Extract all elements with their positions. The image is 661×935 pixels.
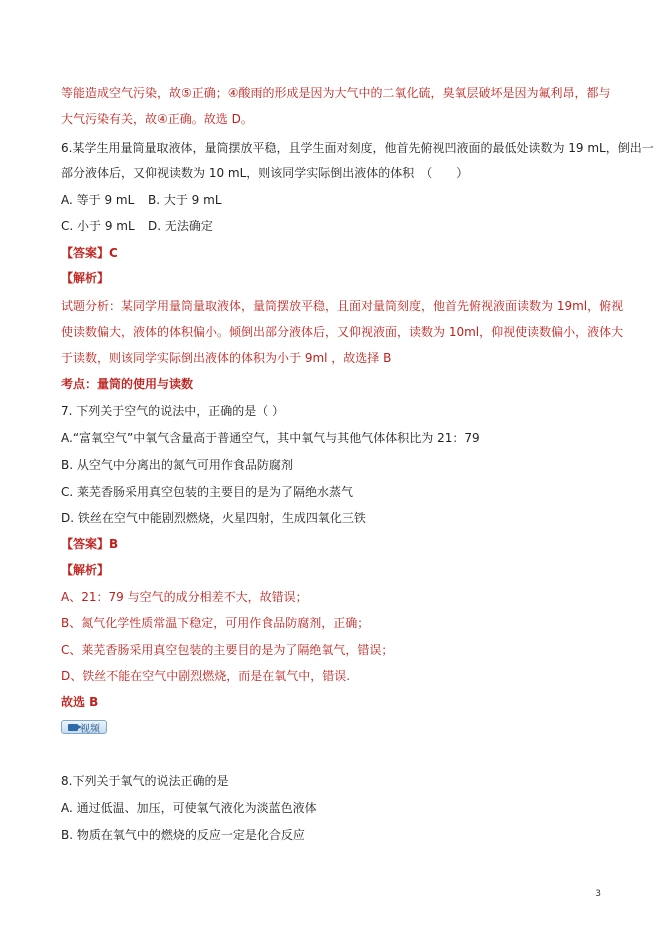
q6-analysis-line2: 使读数偏大，液体的体积偏小。倾倒出部分液体后，又仰视液面，读数为 10ml，仰视使读数偏小，液体大 — [61, 325, 624, 339]
q6-stem-line1: 6.某学生用量筒量取液体，量筒摆放平稳，且学生面对刻度，他首先俯视凹液面的最低处读数为 19 mL，倒出一 — [61, 141, 654, 155]
q7-analysis-b: B、氮气化学性质常温下稳定，可用作食品防腐剂，正确； — [61, 616, 370, 630]
q6-stem-line2: 部分液体后，又仰视读数为 10 mL，则该同学实际倒出液体的体积 （ ） — [61, 166, 469, 180]
q6-analysis-line3: 于读数，则该同学实际倒出液体的体积为小于 9ml ，故选择 B — [61, 351, 392, 365]
q6-analysis-heading: 【解析】 — [61, 271, 110, 285]
q7-option-a: A.“富氧空气”中氧气含量高于普通空气，其中氧气与其他气体体积比为 21：79 — [61, 431, 480, 445]
q7-answer: 【答案】B — [61, 537, 119, 551]
q5-analysis-line1: 等能造成空气污染，故⑤正确；④酸雨的形成是因为大气中的二氧化硫，臭氧层破坏是因为氟利昂，都与 — [61, 86, 611, 100]
q7-analysis-d: D、铁丝不能在空气中剧烈燃烧，而是在氧气中，错误. — [61, 669, 351, 683]
q6-option-d: D. 无法确定 — [148, 219, 213, 233]
q7-conclusion: 故选 B — [61, 695, 99, 709]
page-number: 3 — [595, 889, 601, 899]
q7-option-b: B. 从空气中分离出的氮气可用作食品防腐剂 — [61, 458, 293, 472]
q7-analysis-heading: 【解析】 — [61, 563, 110, 577]
video-camera-icon — [68, 724, 78, 731]
q6-analysis-line1: 试题分析：某同学用量筒量取液体，量筒摆放平稳，且面对量筒刻度，他首先俯视液面读数为 19ml，俯视 — [61, 299, 624, 313]
q8-stem: 8.下列关于氧气的说法正确的是 — [61, 774, 229, 788]
q6-option-b: B. 大于 9 mL — [148, 193, 222, 207]
q6-option-a: A. 等于 9 mL — [61, 193, 135, 207]
q7-option-d: D. 铁丝在空气中能剧烈燃烧，火星四射，生成四氧化三铁 — [61, 511, 366, 525]
q8-option-a: A. 通过低温、加压，可使氧气液化为淡蓝色液体 — [61, 801, 317, 815]
q6-key-point: 考点：量筒的使用与读数 — [61, 377, 194, 391]
q7-analysis-a: A、21：79 与空气的成分相差不大，故错误； — [61, 590, 308, 604]
q7-option-c: C. 莱芜香肠采用真空包装的主要目的是为了隔绝水蒸气 — [61, 485, 354, 499]
q8-option-b: B. 物质在氧气中的燃烧的反应一定是化合反应 — [61, 828, 305, 842]
q7-analysis-c: C、莱芜香肠采用真空包装的主要目的是为了隔绝氧气，错误； — [61, 643, 394, 657]
q7-stem: 7. 下列关于空气的说法中，正确的是（ ） — [61, 404, 285, 418]
q5-analysis-line2: 大气污染有关，故④正确。故选 D。 — [61, 112, 253, 126]
video-link-button[interactable] — [61, 720, 107, 734]
q6-option-c: C. 小于 9 mL — [61, 219, 135, 233]
q6-answer: 【答案】C — [61, 246, 118, 260]
video-label: 视频 — [80, 723, 100, 735]
